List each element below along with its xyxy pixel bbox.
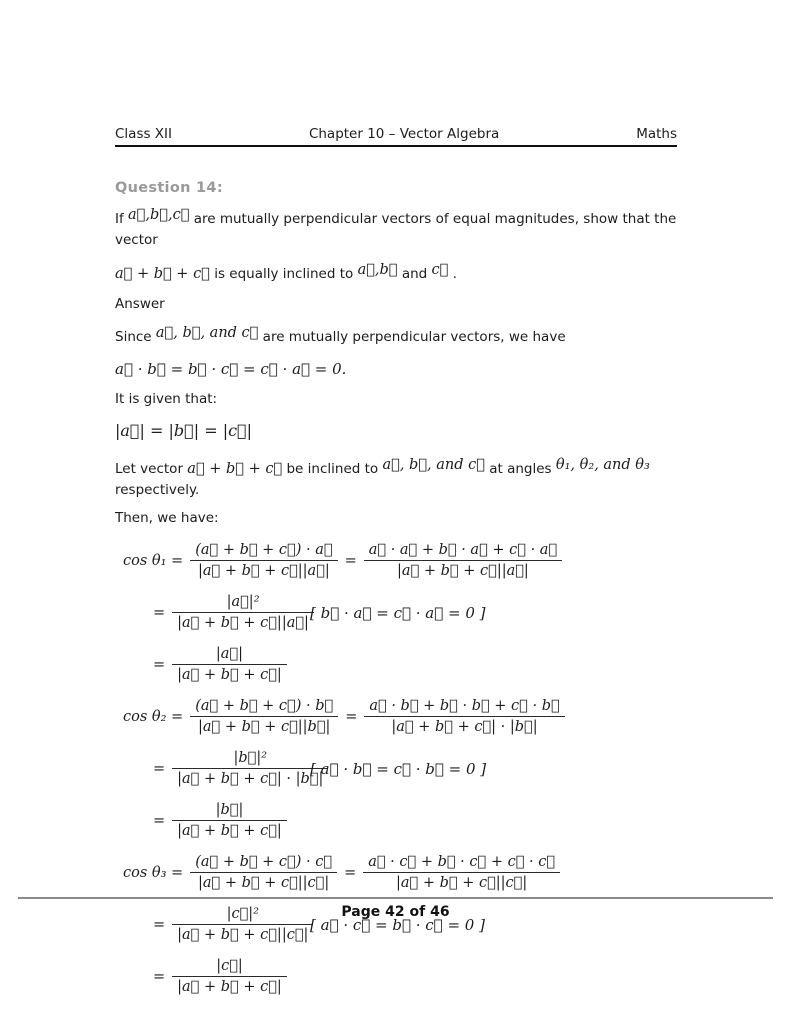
answer-text: be inclined to	[286, 461, 379, 477]
fraction	[363, 854, 560, 891]
equals-sign: =	[344, 552, 357, 569]
inline-math-ab: a⃗,b⃗	[357, 262, 398, 278]
fraction-denominator: |a⃗ + b⃗ + c⃗| · |b⃗|	[391, 719, 538, 735]
equation-row-theta2-step2	[115, 745, 677, 792]
answer-text: at angles	[489, 461, 552, 477]
since-line	[115, 327, 677, 348]
equation-lhs: cos θ₁ =	[123, 552, 184, 569]
fraction-numerator: a⃗ · a⃗ + b⃗ · a⃗ + c⃗ · a⃗	[364, 542, 562, 561]
question-text: is equally inclined to	[214, 266, 354, 282]
fraction	[172, 750, 328, 787]
fraction-denominator: |a⃗ + b⃗ + c⃗||c⃗|	[198, 875, 330, 891]
fraction	[172, 958, 287, 995]
side-note: [ b⃗ · a⃗ = c⃗ · a⃗ = 0 ]	[310, 603, 486, 622]
fraction-denominator: |a⃗ + b⃗ + c⃗|	[177, 823, 282, 839]
inline-math-sum: a⃗ + b⃗ + c⃗	[115, 266, 210, 282]
question-label: Question 14:	[115, 180, 223, 196]
side-note: [ a⃗ · b⃗ = c⃗ · b⃗ = 0 ]	[310, 759, 487, 778]
equals-sign: =	[153, 916, 166, 933]
fraction-denominator: |a⃗ + b⃗ + c⃗||a⃗|	[198, 563, 330, 579]
fraction-numerator: |c⃗|	[172, 958, 287, 977]
equation-row-theta1-result	[115, 641, 677, 688]
inline-math-abc: a⃗, b⃗, and c⃗	[382, 457, 485, 473]
equation-row-cos-theta3	[115, 849, 677, 896]
equation-row-theta2-result	[115, 797, 677, 844]
question-line-2	[115, 264, 677, 285]
fraction	[172, 646, 287, 683]
question-text: If	[115, 211, 124, 227]
fraction-denominator: |a⃗ + b⃗ + c⃗||b⃗|	[198, 719, 331, 735]
fraction-denominator: |a⃗ + b⃗ + c⃗| · |b⃗|	[177, 771, 324, 787]
fraction	[190, 854, 337, 891]
equals-sign: =	[153, 812, 166, 829]
equation-magnitudes: |a⃗| = |b⃗| = |c⃗|	[115, 421, 253, 440]
fraction-denominator: |a⃗ + b⃗ + c⃗||a⃗|	[397, 563, 529, 579]
page-content	[115, 0, 677, 1000]
fraction-numerator: |a⃗|	[172, 646, 287, 665]
fraction	[172, 802, 287, 839]
fraction	[364, 698, 564, 735]
fraction	[190, 542, 337, 579]
header-class: Class XII	[115, 126, 173, 142]
inline-math-abc: a⃗, b⃗, and c⃗	[155, 325, 259, 341]
header-subject: Maths	[636, 126, 677, 142]
question-text: .	[452, 266, 457, 282]
fraction-numerator: (a⃗ + b⃗ + c⃗) · a⃗	[190, 542, 337, 561]
fraction	[172, 594, 314, 631]
answer-text: respectively.	[115, 482, 200, 498]
equals-sign: =	[345, 708, 358, 725]
fraction	[364, 542, 562, 579]
answer-text: Let vector	[115, 461, 183, 477]
equation-dot-products: a⃗ · b⃗ = b⃗ · c⃗ = c⃗ · a⃗ = 0.	[115, 360, 347, 378]
equals-sign: =	[153, 656, 166, 673]
fraction-denominator: |a⃗ + b⃗ + c⃗||c⃗|	[177, 927, 309, 943]
footer-divider	[18, 897, 773, 899]
fraction-denominator: |a⃗ + b⃗ + c⃗|	[177, 667, 282, 683]
page-header	[115, 126, 677, 147]
equals-sign: =	[153, 760, 166, 777]
inline-math-abc: a⃗,b⃗,c⃗	[128, 207, 190, 223]
equation-row-cos-theta1	[115, 537, 677, 584]
answer-text: are mutually perpendicular vectors, we have	[262, 329, 566, 345]
side-note: [ a⃗ · c⃗ = b⃗ · c⃗ = 0 ]	[310, 915, 485, 934]
fraction-denominator: |a⃗ + b⃗ + c⃗|	[177, 979, 282, 995]
fraction-numerator: |b⃗|	[172, 802, 287, 821]
fraction-numerator: |b⃗|²	[172, 750, 328, 769]
inline-math-thetas: θ₁, θ₂, and θ₃	[555, 457, 650, 473]
fraction	[190, 698, 338, 735]
equals-sign: =	[344, 864, 357, 881]
question-text: and	[401, 266, 428, 282]
answer-label: Answer	[115, 296, 165, 312]
header-chapter-title: Chapter 10 – Vector Algebra	[308, 126, 500, 142]
equation-row-cos-theta2	[115, 693, 677, 740]
given-line: It is given that:	[115, 391, 218, 407]
equation-lhs: cos θ₃ =	[123, 864, 184, 881]
fraction-numerator: a⃗ · c⃗ + b⃗ · c⃗ + c⃗ · c⃗	[363, 854, 560, 873]
inline-math-c: c⃗	[431, 262, 449, 278]
fraction-denominator: |a⃗ + b⃗ + c⃗||c⃗|	[396, 875, 528, 891]
answer-text: Since	[115, 329, 152, 345]
question-line-1	[115, 209, 677, 251]
fraction-numerator: |c⃗|²	[172, 906, 313, 925]
fraction-numerator: a⃗ · b⃗ + b⃗ · b⃗ + c⃗ · b⃗	[364, 698, 564, 717]
equals-sign: =	[153, 968, 166, 985]
question-text: are mutually perpendicular vectors of equal magnitudes, show that the vector	[115, 211, 677, 248]
then-line: Then, we have:	[115, 510, 219, 526]
inline-math-sum: a⃗ + b⃗ + c⃗	[187, 461, 283, 477]
equation-row-theta1-step2	[115, 589, 677, 636]
fraction-numerator: |a⃗|²	[172, 594, 314, 613]
page-footer	[18, 897, 773, 920]
fraction-numerator: (a⃗ + b⃗ + c⃗) · c⃗	[190, 854, 337, 873]
fraction-numerator: (a⃗ + b⃗ + c⃗) · b⃗	[190, 698, 338, 717]
equation-row-theta3-result	[115, 953, 677, 1000]
page-number: Page 42 of 46	[341, 904, 450, 920]
equals-sign: =	[153, 604, 166, 621]
fraction-denominator: |a⃗ + b⃗ + c⃗||a⃗|	[177, 615, 309, 631]
equation-lhs: cos θ₂ =	[123, 708, 184, 725]
let-line	[115, 459, 677, 501]
